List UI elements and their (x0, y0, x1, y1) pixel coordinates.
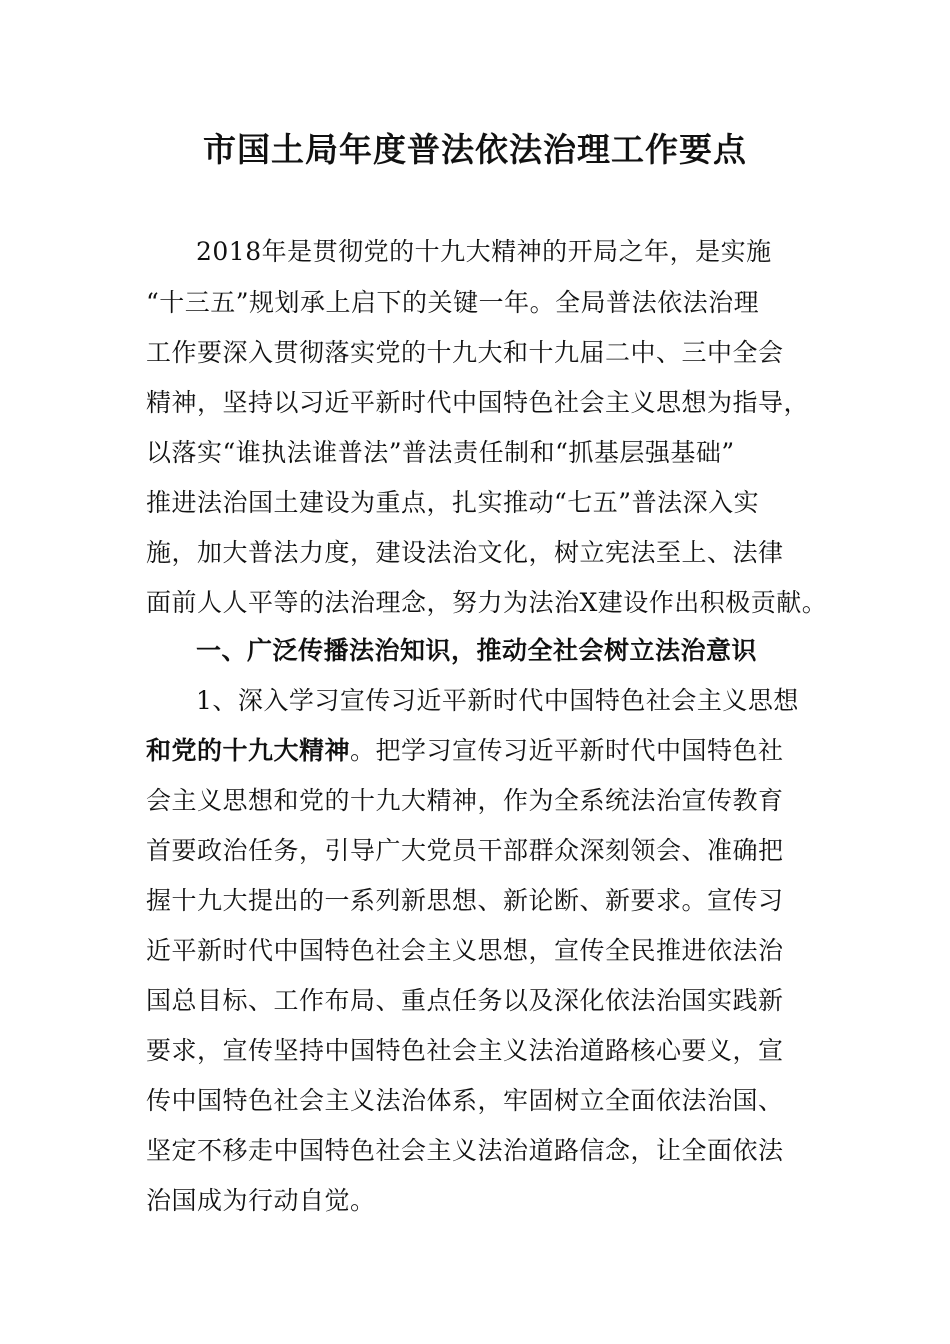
paragraph-line: 近平新时代中国特色社会主义思想，宣传全民推进依法治 (146, 936, 784, 965)
paragraph-line: 施，加大普法力度，建设法治文化，树立宪法至上、法律 (146, 538, 784, 567)
paragraph-line: 首要政治任务，引导广大党员干部群众深刻领会、准确把 (146, 836, 784, 865)
paragraph-line: 传中国特色社会主义法治体系，牢固树立全面依法治国、 (146, 1086, 784, 1115)
item-subtitle: 和党的十九大精神 (146, 736, 351, 765)
paragraph-line: 工作要深入贯彻落实党的十九大和十九届二中、三中全会 (146, 338, 784, 367)
item-first-line: 1、深入学习宣传习近平新时代中国特色社会主义思想 (196, 686, 799, 715)
paragraph-line: 推进法治国土建设为重点，扎实推动“七五”普法深入实 (146, 488, 760, 517)
paragraph-line: 治国成为行动自觉。 (146, 1186, 376, 1215)
paragraph-line: 会主义思想和党的十九大精神，作为全系统法治宣传教育 (146, 786, 784, 815)
section-heading: 一、广泛传播法治知识，推动全社会树立法治意识 (196, 636, 758, 665)
paragraph-line: 面前人人平等的法治理念，努力为法治X建设作出积极贡献。 (146, 588, 828, 617)
item-second-line (146, 734, 784, 768)
paragraph-line: 2018年是贯彻党的十九大精神的开局之年，是实施 (196, 237, 772, 266)
paragraph-line: 精神，坚持以习近平新时代中国特色社会主义思想为指导， (146, 388, 810, 417)
item-text: 。把学习宣传习近平新时代中国特色社 (350, 736, 784, 765)
paragraph-line: 要求，宣传坚持中国特色社会主义法治道路核心要义，宣 (146, 1036, 784, 1065)
paragraph-line: 国总目标、工作布局、重点任务以及深化依法治国实践新 (146, 986, 784, 1015)
document-title: 市国土局年度普法依法治理工作要点 (203, 130, 747, 169)
paragraph-line: “十三五”规划承上启下的关键一年。全局普法依法治理 (146, 288, 760, 317)
paragraph-line: 握十九大提出的一系列新思想、新论断、新要求。宣传习 (146, 886, 784, 915)
paragraph-line: 以落实“谁执法谁普法”普法责任制和“抓基层强基础” (146, 438, 735, 467)
paragraph-line: 坚定不移走中国特色社会主义法治道路信念，让全面依法 (146, 1136, 784, 1165)
